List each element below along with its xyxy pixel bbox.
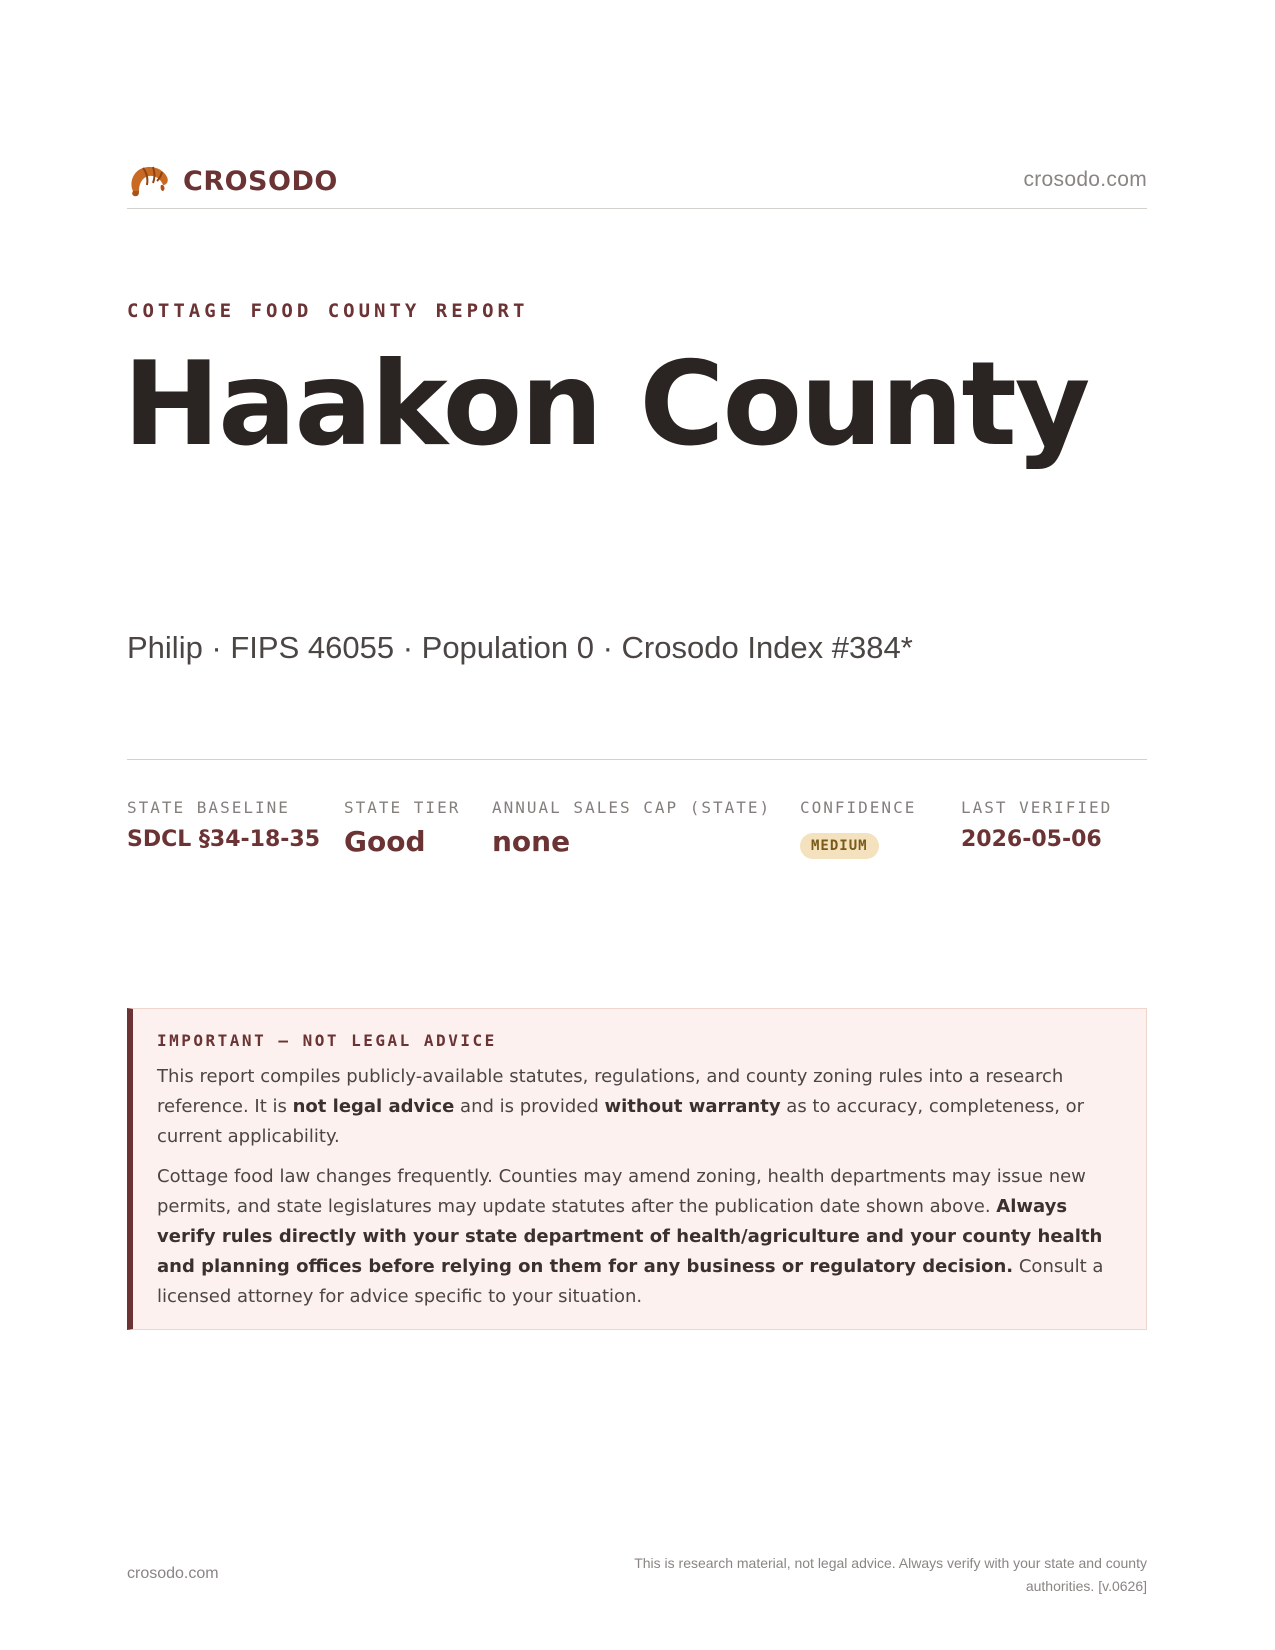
brand: [127, 161, 338, 201]
county-subtitle: Philip · FIPS 46055 · Population 0 · Crosodo Index #384*: [127, 630, 913, 665]
footer-site-url[interactable]: crosodo.com: [127, 1565, 219, 1582]
stat-last-verified: [961, 798, 1112, 852]
site-url[interactable]: crosodo.com: [1023, 168, 1147, 191]
notice-paragraph: [157, 1162, 1120, 1312]
notice-paragraph: [157, 1062, 1120, 1152]
stat-value: none: [492, 825, 571, 858]
notice-emphasis: without warranty: [604, 1096, 781, 1117]
stat-annual-sales-cap: [492, 798, 771, 858]
stat-label: CONFIDENCE: [800, 798, 917, 817]
confidence-badge: MEDIUM: [800, 833, 879, 859]
notice-text: This report compiles publicly-available statutes, regulations, and county zoning rules into a research reference. It is: [157, 1066, 1064, 1117]
notice-emphasis: not legal advice: [292, 1096, 455, 1117]
footer-disclaimer: This is research material, not legal advice. Always verify with your state and county authorities. [v.0626]: [634, 1555, 1147, 1594]
stat-value: 2026-05-06: [961, 827, 1102, 852]
stat-value: SDCL §34-18-35: [127, 827, 321, 852]
legal-notice: [127, 1008, 1147, 1330]
notice-text: Consult a licensed attorney for advice specific to your situation.: [157, 1256, 1104, 1307]
notice-emphasis: Always verify rules directly with your state department of health/agriculture and your county health and planning offices before relying on them for any business or regulatory decision.: [157, 1196, 1103, 1277]
stat-label: STATE BASELINE: [127, 798, 290, 817]
notice-text: and is provided: [454, 1096, 605, 1117]
stat-value: Good: [344, 825, 426, 858]
notice-text: as to accuracy, completeness, or current applicability.: [157, 1096, 1085, 1147]
stat-label: LAST VERIFIED: [961, 798, 1113, 817]
stat-label: ANNUAL SALES CAP (STATE): [492, 798, 772, 817]
stat-label: STATE TIER: [344, 798, 461, 817]
page-title: Haakon County: [123, 337, 1089, 472]
stat-state-baseline: [127, 798, 320, 852]
report-page: [123, 0, 1147, 1650]
report-eyebrow: COTTAGE FOOD COUNTY REPORT: [127, 300, 529, 322]
page-header: [127, 158, 1147, 209]
stat-state-tier: [344, 798, 460, 858]
brand-name: CROSODO: [183, 165, 338, 197]
croissant-icon: [127, 161, 171, 201]
notice-text: Cottage food law changes frequently. Counties may amend zoning, health departments may issue new permits, and state legislatures may update statutes after the publication date shown above.: [157, 1166, 1086, 1217]
divider: [127, 759, 1147, 760]
stat-confidence: [800, 798, 916, 859]
notice-heading: IMPORTANT — NOT LEGAL ADVICE: [157, 1031, 497, 1050]
